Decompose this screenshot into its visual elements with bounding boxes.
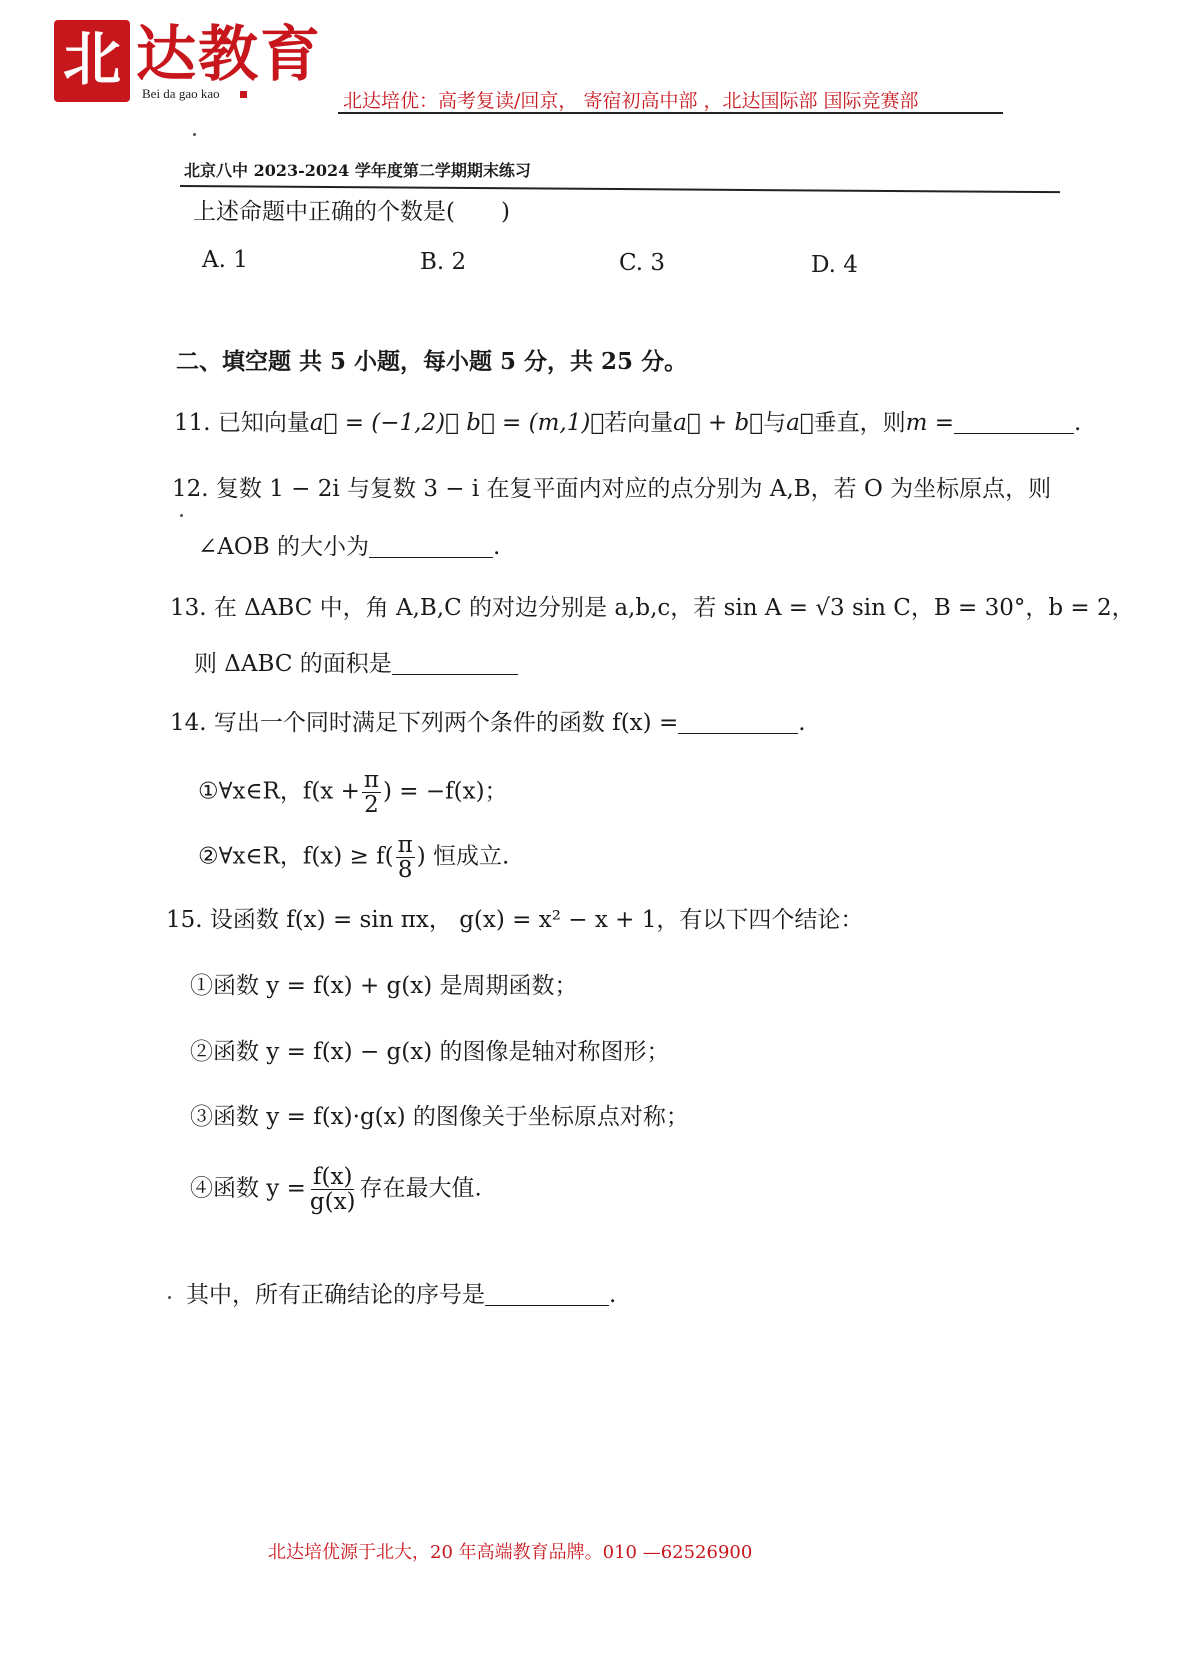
scan-dot [180,514,183,517]
q15-final-text: 其中，所有正确结论的序号是 [186,1282,485,1308]
option-b: B. 2 [420,249,467,275]
q11-m: m = [905,410,954,436]
q14-c2-post: ) 恒成立. [416,843,510,870]
q15-statement-1: ①函数 y = f(x) + g(x) 是周期函数； [190,973,578,999]
q14-c1-post: ) = −f(x)； [382,778,508,805]
q11-text-2: 若向量 [604,410,674,436]
q13-area-text: 则 ΔABC 的面积是 [194,651,392,677]
question-13-line-2 [194,648,518,680]
q14-c1-pre: ①∀x∈R，f(x + [198,778,360,805]
header-tagline: 北达培优：高考复读/回京， 寄宿初高中部 ，北达国际部 国际竞赛部 [343,90,919,112]
q11-text-4: 垂直，则 [813,410,906,436]
logo-text: 达教育 [136,20,322,90]
question-11 [174,407,1081,439]
q11-vector-a: a⃗ = (−1,2)， [309,410,459,436]
header-rule [338,112,1003,114]
scan-dot [168,1296,171,1299]
q14-condition-2 [198,833,509,882]
scan-dot [193,133,196,136]
q14-end: . [798,710,806,736]
fraction-numerator: f(x) [312,1164,353,1190]
q12-angle-text: ∠AOB 的大小为 [198,534,369,560]
q11-text-1: 已知向量 [217,410,310,436]
fraction-numerator: π [363,767,379,793]
footer-line: 北达培优源于北大，20 年高端教育品牌。010 —62526900 [268,1542,753,1563]
question-14-line-1 [170,707,806,739]
q15-statement-2: ②函数 y = f(x) − g(x) 的图像是轴对称图形； [190,1039,670,1065]
q14-condition-1 [198,768,508,817]
logo-subtitle: Bei da gao kao [142,86,220,101]
option-c: C. 3 [619,250,666,276]
prev-question-prompt: 上述命题中正确的个数是( ) [193,199,510,225]
question-12-line-2 [198,531,500,563]
q15-s4-pre: ④函数 y = [190,1175,306,1202]
pi-over-2-fraction [362,768,381,817]
exam-title: 北京八中 2023-2024 学年度第二学期期末练习 [184,161,531,180]
q12-answer-blank[interactable] [369,533,493,558]
q15-statement-3: ③函数 y = f(x)·g(x) 的图像关于坐标原点对称； [190,1104,689,1130]
q14-c2-pre: ②∀x∈R，f(x) ≥ f( [198,843,394,870]
q15-statement-4 [190,1165,482,1214]
logo-square-mark [240,91,247,98]
q11-number: 11. [174,410,211,436]
fraction-denominator: 8 [397,857,413,883]
f-over-g-fraction [308,1165,358,1214]
pi-over-8-fraction [396,833,415,882]
q14-answer-blank[interactable] [678,709,798,734]
q11-end: . [1074,410,1082,436]
question-13-line-1: 13. 在 ΔABC 中，角 A,B,C 的对边分别是 a,b,c，若 sin A = √3 sin C，B = 30°，b = 2， [170,595,1135,621]
option-d: D. 4 [811,252,858,278]
option-a: A. 1 [202,247,248,273]
q11-vector-b: b⃗ = (m,1)， [466,410,605,436]
q11-vector-a-2: a⃗ [786,410,814,436]
q14-text: 14. 写出一个同时满足下列两个条件的函数 f(x) = [170,710,679,736]
question-12-line-1: 12. 复数 1 − 2i 与复数 3 − i 在复平面内对应的点分别为 A,B，若 O 为坐标原点，则 [172,476,1052,502]
q12-end: . [492,534,501,560]
q15-final-line [186,1279,616,1311]
logo-box [54,20,130,102]
q11-text-3: 与 [763,410,787,436]
logo-char: 北 [62,25,121,93]
exam-title-rule [180,185,1060,193]
question-15-line-1: 15. 设函数 f(x) = sin πx， g(x) = x² − x + 1，有以下四个结论： [166,907,864,933]
q13-answer-blank[interactable] [392,650,518,675]
q15-s4-post: 存在最大值. [359,1175,482,1202]
q11-vector-sum: a⃗ + b⃗ [673,410,764,436]
q15-end: . [609,1282,617,1308]
section-heading: 二、填空题 共 5 小题，每小题 5 分，共 25 分。 [176,348,688,375]
q15-answer-blank[interactable] [485,1281,609,1306]
q11-answer-blank[interactable] [954,409,1074,434]
fraction-denominator: g(x) [309,1189,356,1215]
fraction-numerator: π [397,832,413,858]
fraction-denominator: 2 [364,792,379,818]
